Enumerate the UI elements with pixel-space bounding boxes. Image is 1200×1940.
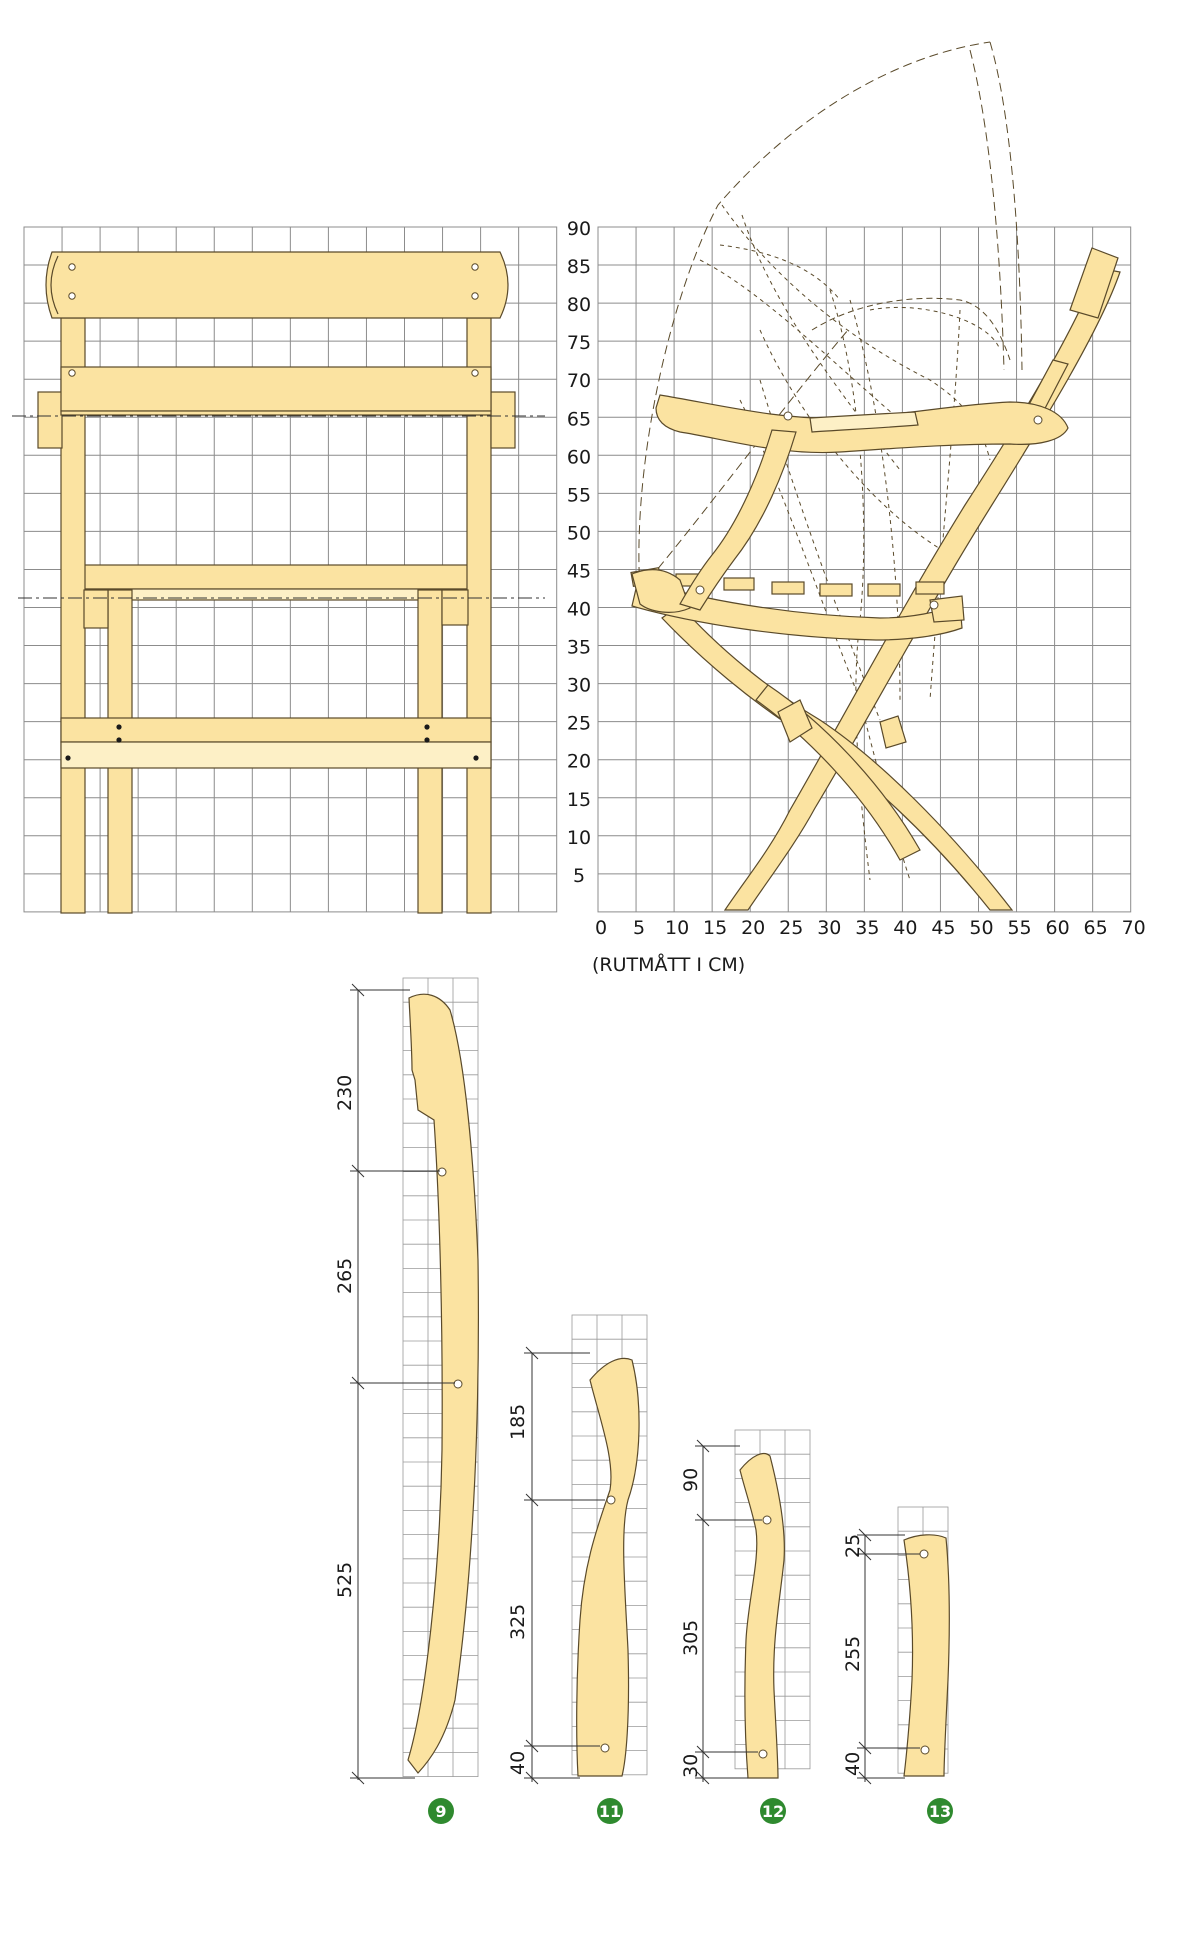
part-11-dim-3: 40 (507, 1750, 529, 1775)
y-tick-label: 85 (566, 256, 592, 279)
x-tick-label: 50 (969, 917, 994, 939)
backrest-lower-board (61, 367, 491, 411)
y-tick-label: 70 (566, 370, 592, 393)
part-12 (680, 1440, 786, 1824)
front-view-chair (38, 252, 515, 913)
x-tick-label: 30 (817, 917, 842, 939)
grid-unit-caption: (RUTMÅTT I CM) (592, 954, 746, 976)
x-tick-label: 70 (1121, 917, 1146, 939)
armrest-block-left (38, 392, 62, 448)
part-11 (507, 1347, 639, 1824)
x-tick-label: 20 (741, 917, 766, 939)
y-tick-label: 40 (566, 598, 592, 621)
y-tick-label: 90 (566, 218, 592, 240)
part-9-label: 9 (435, 1802, 447, 1821)
y-tick-label: 65 (566, 408, 592, 431)
seat-slat-3 (724, 578, 754, 590)
x-tick-label: 35 (855, 917, 880, 939)
y-tick-label: 20 (566, 750, 592, 773)
part-11-label: 11 (598, 1802, 622, 1821)
y-tick-label: 15 (566, 788, 592, 811)
part-12-dim-1: 90 (680, 1467, 702, 1492)
x-axis-tick-labels (595, 917, 1146, 939)
part-13-label: 13 (928, 1802, 952, 1821)
front-view (12, 227, 557, 913)
y-tick-label: 55 (566, 484, 592, 507)
part-9-dim-2: 265 (334, 1257, 356, 1294)
y-tick-label: 75 (566, 332, 592, 355)
part-11-hole-2 (601, 1744, 609, 1752)
side-view (567, 42, 1146, 976)
seat-slat-4 (772, 582, 804, 594)
lower-stretcher-bottom (61, 742, 491, 768)
part-11-dim-2: 325 (507, 1603, 529, 1640)
y-tick-label: 35 (566, 636, 592, 659)
y-tick-label: 25 (566, 712, 592, 735)
x-tick-label: 0 (594, 917, 608, 939)
y-tick-label: 50 (566, 522, 592, 545)
x-tick-label: 40 (893, 917, 918, 939)
part-11-dim-1: 185 (507, 1403, 529, 1440)
y-axis-tick-labels (567, 218, 591, 887)
part-12-dim-2: 305 (680, 1619, 702, 1656)
part-9-hole-1 (438, 1168, 446, 1176)
seat-slat-5 (820, 584, 852, 596)
x-tick-label: 55 (1007, 917, 1032, 939)
part-11-shape (577, 1358, 639, 1776)
armrest-block-right (491, 392, 515, 448)
seat-rail-rear (84, 565, 469, 589)
part-9-shape (408, 994, 478, 1773)
part-9-dim-3: 525 (334, 1561, 356, 1598)
part-13-dim-3: 40 (842, 1751, 864, 1776)
part-13 (842, 1529, 953, 1824)
part-9 (334, 984, 478, 1824)
seat-slat-7 (916, 582, 944, 594)
part-11-hole-1 (607, 1496, 615, 1504)
part-12-hole-2 (759, 1750, 767, 1758)
part-grids (403, 978, 948, 1777)
part-12-shape (740, 1454, 784, 1778)
part-12-dim-3: 30 (680, 1753, 702, 1778)
side-view-grid (598, 227, 1131, 912)
x-tick-label: 10 (665, 917, 690, 939)
y-tick-label: 5 (572, 864, 586, 887)
y-tick-label: 60 (566, 446, 592, 469)
part-13-dim-2: 255 (842, 1635, 864, 1672)
x-tick-label: 25 (779, 917, 804, 939)
y-tick-label: 10 (566, 826, 592, 849)
part-13-hole-2 (921, 1746, 929, 1754)
part-templates (334, 978, 953, 1824)
y-tick-label: 45 (566, 560, 592, 583)
part-13-shape (904, 1535, 949, 1776)
seat-slat-6 (868, 584, 900, 596)
x-tick-label: 5 (633, 917, 646, 939)
seat-block-right (442, 590, 468, 625)
x-tick-label: 60 (1045, 917, 1070, 939)
x-tick-label: 45 (931, 917, 956, 939)
x-tick-label: 65 (1083, 917, 1108, 939)
y-tick-label: 30 (566, 674, 592, 697)
part-9-hole-2 (454, 1380, 462, 1388)
y-tick-label: 80 (566, 294, 592, 317)
backrest-lower-board-edge (61, 411, 491, 415)
x-tick-label: 15 (703, 917, 728, 939)
part-9-dim-1: 230 (334, 1074, 356, 1111)
side-view-chair (631, 248, 1120, 910)
part-13-hole-1 (920, 1550, 928, 1558)
seat-block-left (84, 590, 108, 628)
part-13-dim-1: 25 (842, 1533, 864, 1558)
part-12-label: 12 (761, 1802, 785, 1821)
backrest-top-board (46, 252, 508, 318)
part-12-hole-1 (763, 1516, 771, 1524)
